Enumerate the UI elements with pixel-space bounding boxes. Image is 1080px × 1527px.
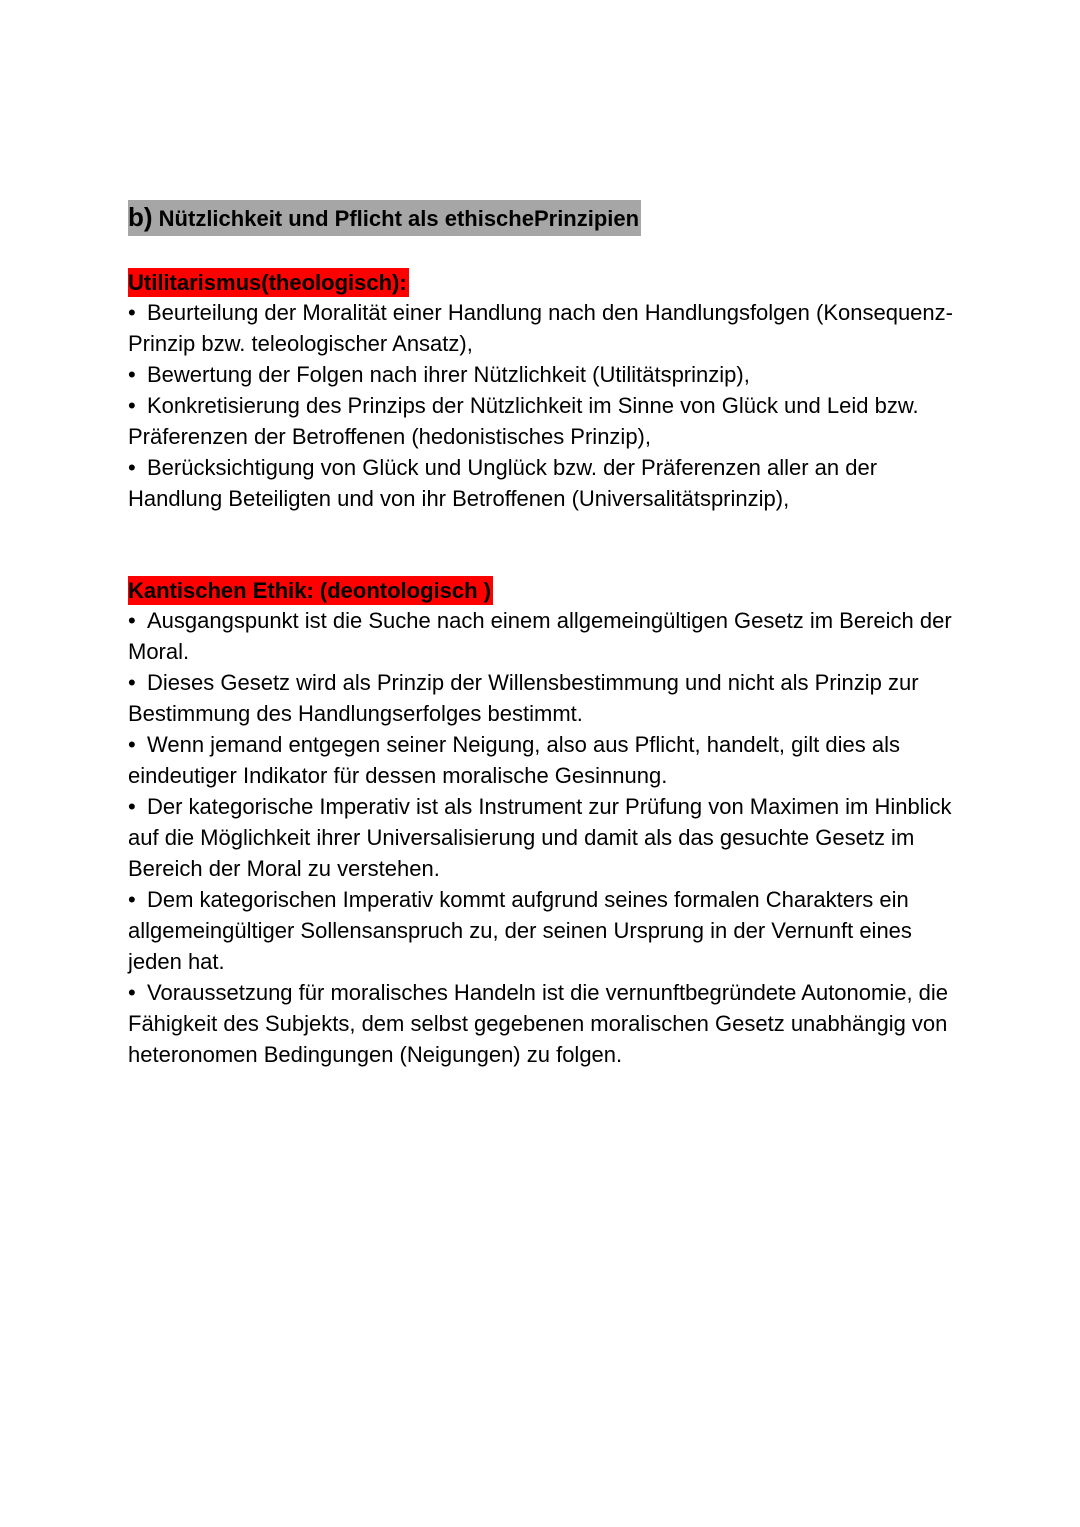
- bullet-item: • Bewertung der Folgen nach ihrer Nützlichkeit (Utilitätsprinzip),: [128, 359, 958, 390]
- bullet-item: • Dem kategorischen Imperativ kommt aufgrund seines formalen Charakters ein allgemeingültiger Sollensanspruch zu, der seinen Ursprung in der Vernunft eines jeden hat.: [128, 884, 958, 977]
- bullet-item: • Beurteilung der Moralität einer Handlung nach den Handlungsfolgen (Konsequenz-Prinzip bzw. teleologischer Ansatz),: [128, 297, 958, 359]
- bullet-item: • Wenn jemand entgegen seiner Neigung, also aus Pflicht, handelt, gilt dies als eindeutiger Indikator für dessen moralische Gesinnung.: [128, 729, 958, 791]
- bullet-item: • Ausgangspunkt ist die Suche nach einem allgemeingültigen Gesetz im Bereich der Moral.: [128, 605, 958, 667]
- bullet-item: • Berücksichtigung von Glück und Unglück bzw. der Präferenzen aller an der Handlung Beteiligten und von ihr Betroffenen (Universalitätsprinzip),: [128, 452, 958, 514]
- bullet-item: • Der kategorische Imperativ ist als Instrument zur Prüfung von Maximen im Hinblick auf die Möglichkeit ihrer Universalisierung und damit als das gesuchte Gesetz im Bereich der Moral zu verstehen.: [128, 791, 958, 884]
- kantian-ethics-label: Kantischen Ethik: (deontologisch ): [128, 578, 492, 603]
- section-heading: [128, 200, 641, 236]
- kantian-ethics-bullet-list: [128, 605, 958, 1070]
- heading-prefix: b): [128, 202, 153, 232]
- heading-text: Nützlichkeit und Pflicht als ethischePrinzipien: [158, 206, 640, 231]
- bullet-item: • Dieses Gesetz wird als Prinzip der Willensbestimmung und nicht als Prinzip zur Bestimmung des Handlungserfolges bestimmt.: [128, 667, 958, 729]
- bullet-item: • Voraussetzung für moralisches Handeln ist die vernunftbegründete Autonomie, die Fähigkeit des Subjekts, dem selbst gegebenen moralischen Gesetz unabhängig von heteronomen Bedingungen (Neigungen) zu folgen.: [128, 977, 958, 1070]
- kantian-ethics-section: [128, 576, 958, 1070]
- utilitarianism-section: [128, 268, 958, 514]
- utilitarianism-bullet-list: [128, 297, 958, 514]
- bullet-item: • Konkretisierung des Prinzips der Nützlichkeit im Sinne von Glück und Leid bzw. Präferenzen der Betroffenen (hedonistisches Prinzip),: [128, 390, 958, 452]
- utilitarianism-label: Utilitarismus(theologisch):: [128, 270, 407, 295]
- document-page: [128, 200, 958, 1070]
